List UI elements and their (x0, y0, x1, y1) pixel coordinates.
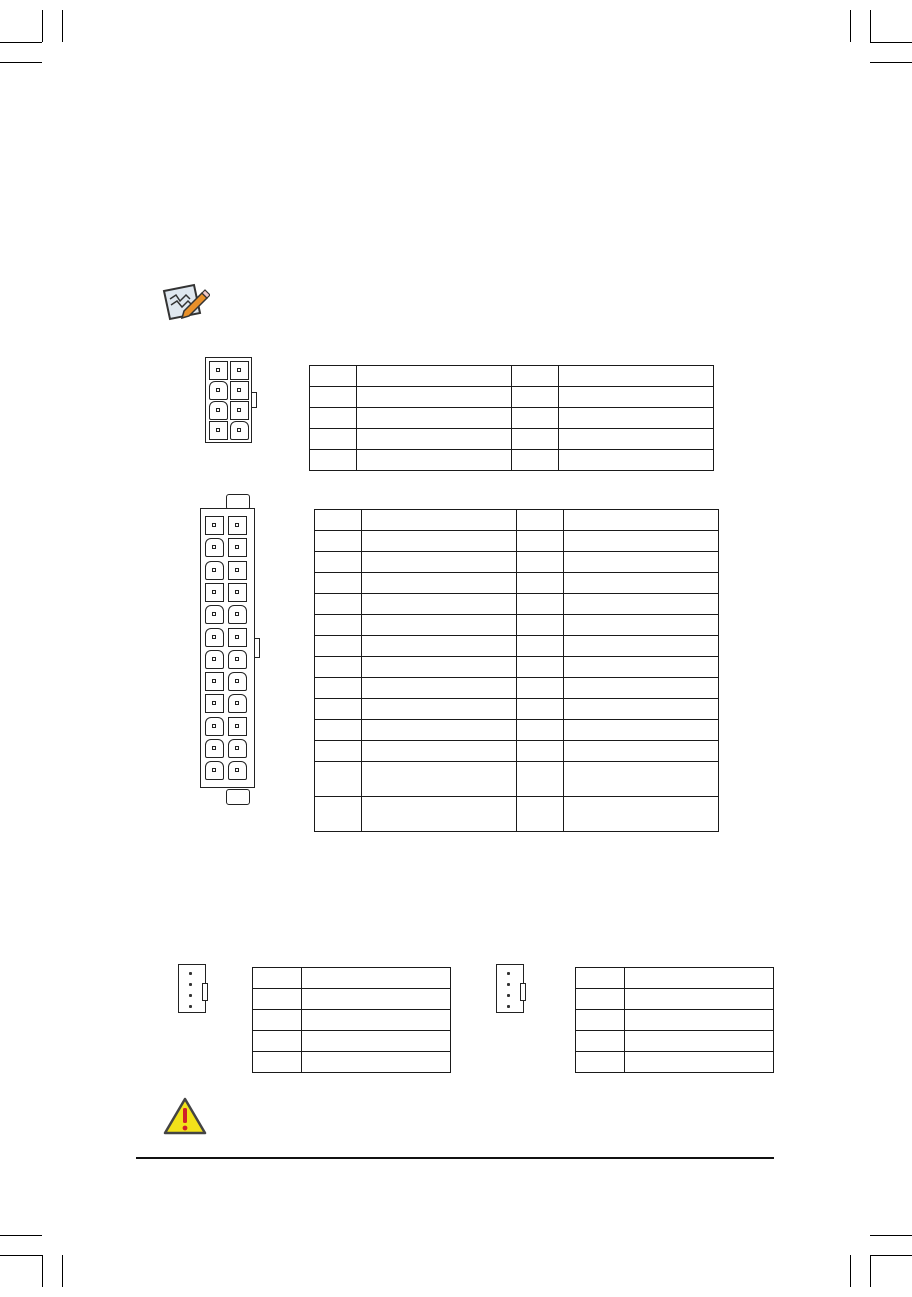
pin (228, 538, 247, 557)
pin (205, 583, 224, 602)
table-row (576, 1010, 774, 1031)
table-row (576, 1031, 774, 1052)
pin (228, 650, 247, 669)
atx-main-connector-drawing (200, 508, 255, 788)
atx-12v-pin-table (309, 365, 714, 471)
table-row (315, 678, 719, 699)
pin (228, 583, 247, 602)
pin (507, 972, 510, 975)
pin (209, 361, 228, 380)
table-row (310, 387, 714, 408)
table-row (315, 531, 719, 552)
crop-mark (0, 1255, 42, 1256)
pin (209, 421, 228, 440)
pin (507, 994, 510, 997)
table-row (315, 552, 719, 573)
crop-mark (42, 1255, 43, 1287)
pin (228, 717, 247, 736)
pin (507, 983, 510, 986)
table-row (315, 797, 719, 832)
table-row (315, 657, 719, 678)
pin (189, 994, 192, 997)
crop-mark (850, 10, 851, 42)
crop-mark (850, 1255, 851, 1287)
connector-latch (226, 789, 250, 805)
table-row (315, 573, 719, 594)
table-row (310, 366, 714, 387)
pin (205, 605, 224, 624)
pin (189, 1005, 192, 1008)
pin (205, 650, 224, 669)
pin (228, 516, 247, 535)
atx-12v-connector-drawing (205, 357, 252, 443)
crop-mark (870, 62, 912, 63)
table-row (253, 1010, 451, 1031)
pin (209, 401, 228, 420)
crop-mark (870, 1235, 912, 1236)
pin (205, 538, 224, 557)
table-row (310, 408, 714, 429)
pin (230, 381, 249, 400)
pin (205, 672, 224, 691)
table-row (253, 1031, 451, 1052)
table-row (315, 720, 719, 741)
note-pencil-icon (160, 281, 210, 323)
crop-mark (42, 10, 43, 42)
table-row (310, 450, 714, 471)
connector-latch (520, 983, 526, 1001)
crop-mark (870, 1255, 871, 1287)
pin (205, 561, 224, 580)
pin (189, 972, 192, 975)
connector-latch (202, 983, 208, 1001)
table-row (315, 510, 719, 531)
pin (228, 761, 247, 780)
pin (507, 1005, 510, 1008)
cpu-fan-pin-table (252, 967, 451, 1073)
pin (228, 694, 247, 713)
crop-mark (0, 62, 42, 63)
footer-rule (136, 1157, 774, 1159)
pin (230, 401, 249, 420)
table-row (253, 968, 451, 989)
pin (228, 628, 247, 647)
pin (230, 421, 249, 440)
pin (228, 561, 247, 580)
table-row (315, 762, 719, 797)
warning-triangle-icon (163, 1097, 207, 1135)
table-row (315, 636, 719, 657)
pin (228, 672, 247, 691)
pin (230, 361, 249, 380)
table-row (576, 1052, 774, 1073)
atx-main-pin-table (314, 509, 719, 832)
crop-mark (62, 1255, 63, 1287)
connector-latch (251, 392, 257, 408)
pin (209, 381, 228, 400)
pin (205, 717, 224, 736)
table-row (253, 989, 451, 1010)
table-row (315, 741, 719, 762)
pin (228, 605, 247, 624)
crop-mark (62, 10, 63, 42)
pin (205, 628, 224, 647)
crop-mark (870, 1255, 912, 1256)
table-row (310, 429, 714, 450)
table-row (315, 594, 719, 615)
table-row (253, 1052, 451, 1073)
crop-mark (870, 42, 912, 43)
sys-fan-pin-table (575, 967, 774, 1073)
crop-mark (870, 10, 871, 42)
pin (205, 694, 224, 713)
pin (189, 983, 192, 986)
table-row (576, 989, 774, 1010)
table-row (576, 968, 774, 989)
pin (228, 739, 247, 758)
pin (205, 516, 224, 535)
connector-latch (254, 638, 260, 658)
crop-mark (0, 42, 42, 43)
crop-mark (0, 1235, 42, 1236)
pin (205, 761, 224, 780)
table-row (315, 615, 719, 636)
table-row (315, 699, 719, 720)
pin (205, 739, 224, 758)
